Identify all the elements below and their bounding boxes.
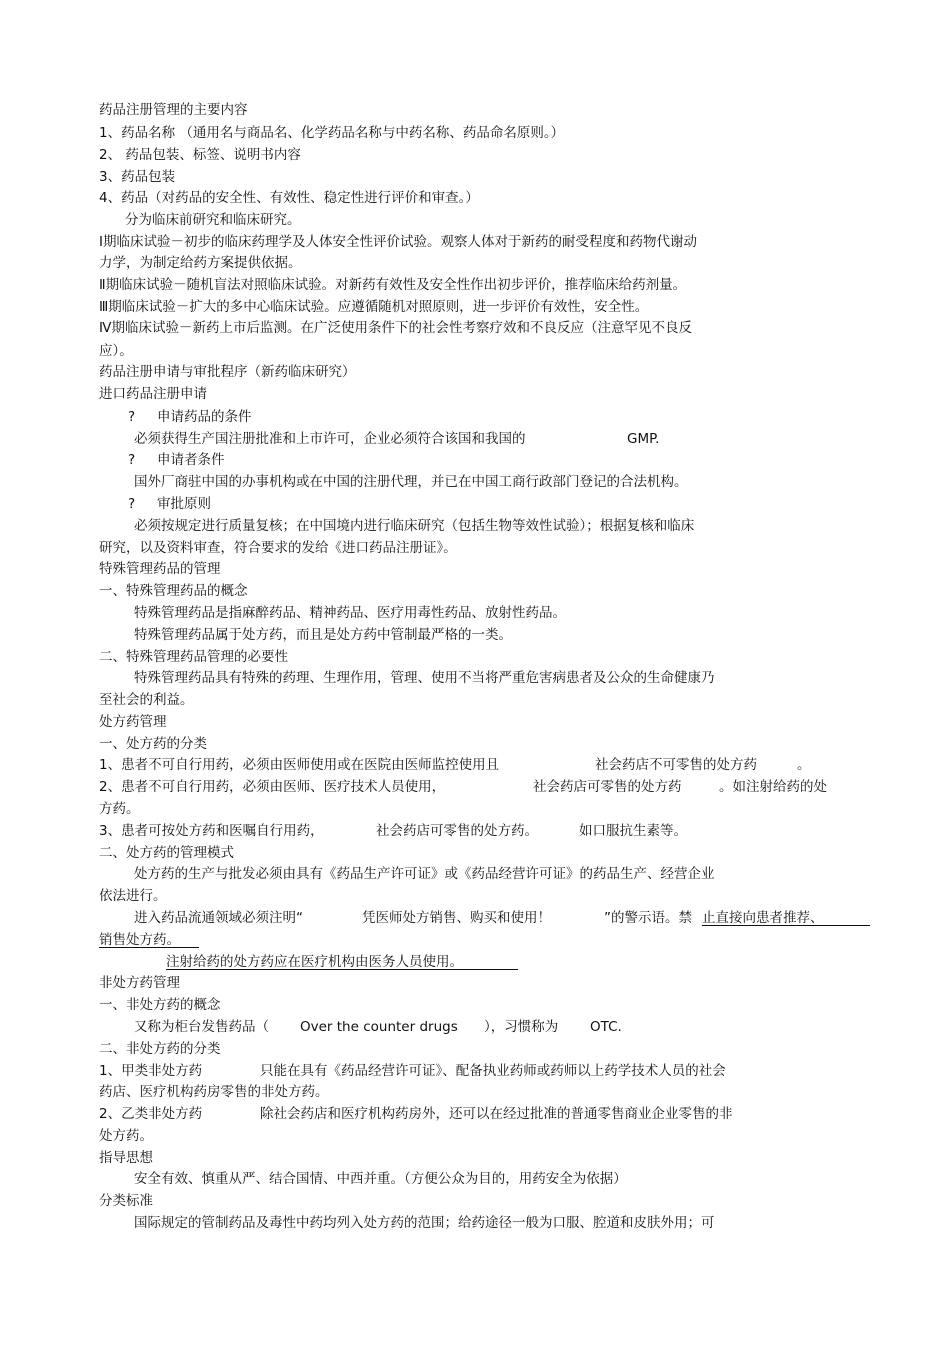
text-line: 。如注射给药的处 <box>719 779 827 795</box>
text-line: 3、药品包装 <box>99 169 176 185</box>
text-line: Ⅰ期临床试验－初步的临床药理学及人体安全性评价试验。观察人体对于新药的耐受程度和药物代谢动 <box>99 234 697 250</box>
heading-special: 特殊管理药品的管理 <box>99 561 221 577</box>
text-line: 处方药的生产与批发必须由具有《药品生产许可证》或《药品经营许可证》的药品生产、经营企业 <box>134 866 715 882</box>
text-line: 3、患者可按处方药和医嘱自行用药， <box>99 823 324 839</box>
text-line: 分为临床前研究和临床研究。 <box>125 212 301 228</box>
text-line: 特殊管理药品属于处方药，而且是处方药中管制最严格的一类。 <box>134 627 512 643</box>
text-line: 必须按规定进行质量复核；在中国境内进行临床研究（包括生物等效性试验）；根据复核和临床 <box>134 518 695 534</box>
text-line: 力学，为制定给药方案提供依据。 <box>99 255 302 271</box>
bullet-text: 审批原则 <box>157 496 211 512</box>
text-line: 4、药品（对药品的安全性、有效性、稳定性进行评价和审查。） <box>99 190 479 206</box>
heading-import: 进口药品注册申请 <box>99 386 207 402</box>
text-line: 只能在具有《药品经营许可证》、配备执业药师或药师以上药学技术人员的社会 <box>260 1063 726 1079</box>
text-line: 安全有效、慎重从严、结合国情、中西并重。（方便公众为目的，用药安全为依据） <box>134 1171 627 1187</box>
text-line: Ⅲ期临床试验－扩大的多中心临床试验。应遵循随机对照原则，进一步评价有效性，安全性。 <box>99 299 649 315</box>
text-line: 一、非处方药的概念 <box>99 997 221 1013</box>
text-line: 2、乙类非处方药 <box>99 1106 203 1122</box>
text-line: 至社会的利益。 <box>99 692 194 708</box>
text-line: 如口服抗生素等。 <box>579 823 687 839</box>
bullet-marker: ? <box>128 409 136 425</box>
heading-registration: 药品注册管理的主要内容 <box>99 102 248 118</box>
text-line: Ⅱ期临床试验－随机盲法对照临床试验。对新药有效性及安全性作出初步评价，推荐临床给药剂量。 <box>99 277 687 293</box>
text-line: 依法进行。 <box>99 888 167 904</box>
text-line: ），习惯称为 <box>484 1019 559 1035</box>
text-line: 一、特殊管理药品的概念 <box>99 583 248 599</box>
text-line: 国外厂商驻中国的办事机构或在中国的注册代理，并已在中国工商行政部门登记的合法机构。 <box>134 474 688 490</box>
text-line: 处方药。 <box>99 1128 153 1144</box>
text-line: 1、药品名称 （通用名与商品名、化学药品名称与中药名称、药品命名原则。） <box>99 125 565 141</box>
text-line: OTC. <box>590 1019 622 1035</box>
bullet-marker: ? <box>128 452 136 468</box>
text-line: ”的警示语。禁 <box>604 910 692 926</box>
text-line: 除社会药店和医疗机构药房外，还可以在经过批准的普通零售商业企业零售的非 <box>260 1106 733 1122</box>
warning-text: 凭医师处方销售、购买和使用！ <box>362 910 551 926</box>
text-line: 应）。 <box>99 343 133 359</box>
text-line: 社会药店可零售的处方药 <box>533 779 682 795</box>
heading-otc: 非处方药管理 <box>99 975 180 991</box>
text-line: 社会药店不可零售的处方药 <box>595 757 757 773</box>
underline-rule <box>99 947 199 948</box>
text-line: 药店、医疗机构药房零售的非处方药。 <box>99 1084 329 1100</box>
text-line: 注射给药的处方药应在医疗机构由医务人员使用。 <box>166 954 463 970</box>
heading-guideline: 指导思想 <box>99 1150 153 1166</box>
text-line: 止直接向患者推荐、 <box>702 910 824 926</box>
underline-rule <box>702 925 870 926</box>
text-line: 又称为柜台发售药品（ <box>134 1019 269 1035</box>
text-line: 1、甲类非处方药 <box>99 1063 203 1079</box>
heading-prescription: 处方药管理 <box>99 714 167 730</box>
text-line: 1、患者不可自行用药，必须由医师使用或在医院由医师监控使用且 <box>99 757 500 773</box>
text-line: 二、非处方药的分类 <box>99 1041 221 1057</box>
heading-criteria: 分类标准 <box>99 1193 153 1209</box>
bullet-text: 申请者条件 <box>157 452 225 468</box>
text-line: 必须获得生产国注册批准和上市许可，企业必须符合该国和我国的 <box>134 431 526 447</box>
text-gmp: GMP. <box>627 431 660 447</box>
text-line: 研究，以及资料审查，符合要求的发给《进口药品注册证》。 <box>99 540 457 556</box>
underline-rule <box>166 969 518 970</box>
bullet-marker: ? <box>128 496 136 512</box>
heading-application: 药品注册申请与审批程序（新药临床研究） <box>99 364 356 380</box>
text-line: 销售处方药。 <box>99 932 180 948</box>
text-line: 2、患者不可自行用药，必须由医师、医疗技术人员使用， <box>99 779 446 795</box>
text-line: 特殊管理药品是指麻醉药品、精神药品、医疗用毒性药品、放射性药品。 <box>134 605 566 621</box>
text-line: 国际规定的管制药品及毒性中药均列入处方药的范围；给药途径一般为口服、腔道和皮肤外用；可 <box>134 1215 715 1231</box>
text-line: 方药。 <box>99 801 140 817</box>
text-line: 二、处方药的管理模式 <box>99 845 234 861</box>
text-line: 进入药品流通领域必须注明“ <box>134 910 303 926</box>
text-line: Ⅳ期临床试验－新药上市后监测。在广泛使用条件下的社会性考察疗效和不良反应（注意罕见不良反 <box>99 320 692 336</box>
text-line: 。 <box>797 757 811 773</box>
text-line: Over the counter drugs <box>300 1019 458 1035</box>
text-line: 社会药店可零售的处方药。 <box>376 823 538 839</box>
text-line: 特殊管理药品具有特殊的药理、生理作用，管理、使用不当将严重危害病患者及公众的生命健康乃 <box>134 670 715 686</box>
text-line: 一、处方药的分类 <box>99 736 207 752</box>
text-line: 2、 药品包装、标签、说明书内容 <box>99 147 301 163</box>
bullet-text: 申请药品的条件 <box>157 409 252 425</box>
text-line: 二、特殊管理药品管理的必要性 <box>99 649 288 665</box>
